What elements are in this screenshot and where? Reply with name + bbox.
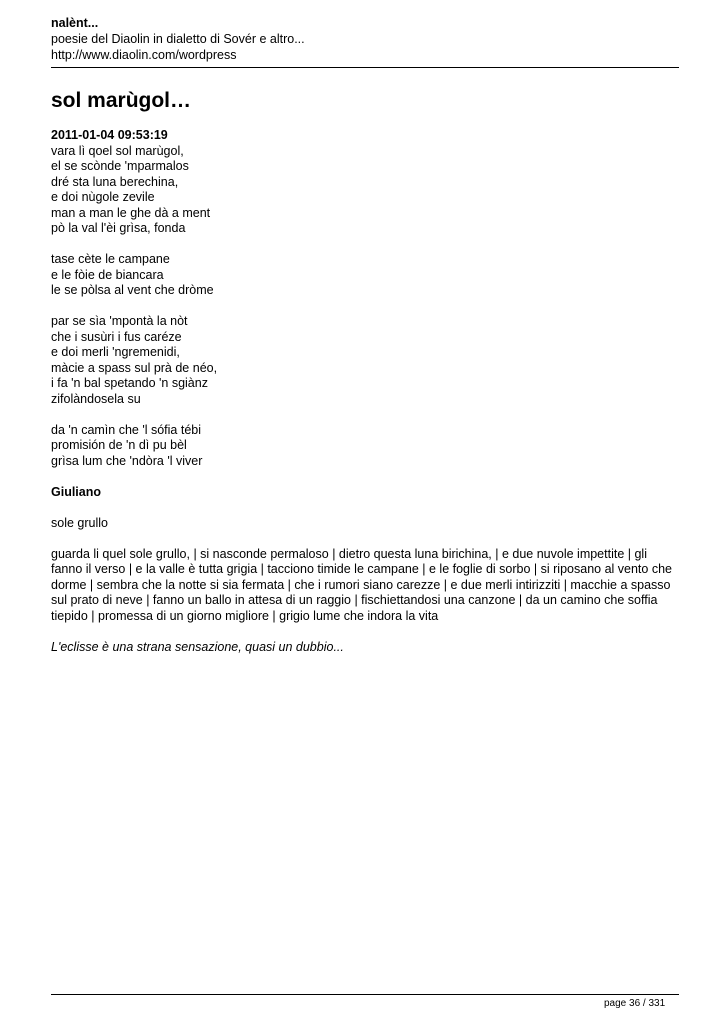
verse-line: promisión de 'n dì pu bèl — [51, 438, 187, 452]
verse-line: le se pòlsa al vent che dròme — [51, 283, 214, 297]
poem-stanza-2 — [51, 252, 679, 299]
verse-line: e le fòie de biancara — [51, 267, 164, 282]
verse-line: grìsa lum che 'ndòra 'l viver — [51, 453, 203, 468]
poem-stanza-4 — [51, 423, 679, 470]
site-url: http://www.diaolin.com/wordpress — [51, 48, 237, 62]
verse-line: el se scònde 'mparmalos — [51, 159, 189, 173]
translation-title: sole grullo — [51, 515, 108, 530]
poem-stanza-1 — [51, 144, 679, 237]
verse-line: i fa 'n bal spetando 'n sgiànz — [51, 376, 208, 390]
verse-line: màcie a spass sul prà de néo, — [51, 360, 218, 375]
verse-line: che i susùri i fus caréze — [51, 329, 182, 344]
post-date: 2011-01-04 09:53:19 — [51, 128, 168, 142]
translation-text: guarda li quel sole grullo, | si nasconde permaloso | dietro questa luna birichina, | e due nuvole impettite | gli fanno il verso | e la valle è tutta grigia | tacciono timide le campane | e le foglie di sorbo | si riposano al vento che dorme | sembra che la notte si sia fermata | che i rumori siano carezze | e due merli intirizziti | macchie a spasso sul prato di neve | fanno un ballo in attesa di un raggio | fischiettandosi una canzone | da un camino che soffia tiepido | promessa di un giorno migliore | grigio lume che indora la vita — [51, 546, 672, 623]
poem-stanza-3 — [51, 314, 679, 407]
header-divider — [51, 67, 679, 68]
document-header — [51, 15, 679, 63]
verse-line: man a man le ghe dà a ment — [51, 205, 211, 220]
closing-note: L'eclisse è una strana sensazione, quasi un dubbio... — [51, 639, 344, 654]
verse-line: zifolàndosela su — [51, 391, 141, 406]
verse-line: vara lì qoel sol marùgol, — [51, 143, 184, 158]
site-title: nalènt... — [51, 16, 99, 30]
verse-line: dré sta luna berechina, — [51, 174, 179, 189]
site-tagline: poesie del Diaolin in dialetto di Sovér e altro... — [51, 32, 305, 46]
footer-divider — [51, 994, 679, 995]
page-number: page 36 / 331 — [604, 998, 666, 1009]
verse-line: tase cète le campane — [51, 252, 170, 266]
verse-line: pò la val l'èi grìsa, fonda — [51, 221, 186, 235]
verse-line: par se sìa 'mpontà la nòt — [51, 314, 188, 328]
verse-line: e doi merli 'ngremenidi, — [51, 345, 180, 359]
post-body — [51, 88, 679, 655]
post-title: sol marùgol… — [51, 89, 192, 112]
verse-line: e doi nùgole zevile — [51, 190, 155, 204]
post-author: Giuliano — [51, 484, 101, 499]
verse-line: da 'n camìn che 'l sófia tébi — [51, 422, 201, 437]
